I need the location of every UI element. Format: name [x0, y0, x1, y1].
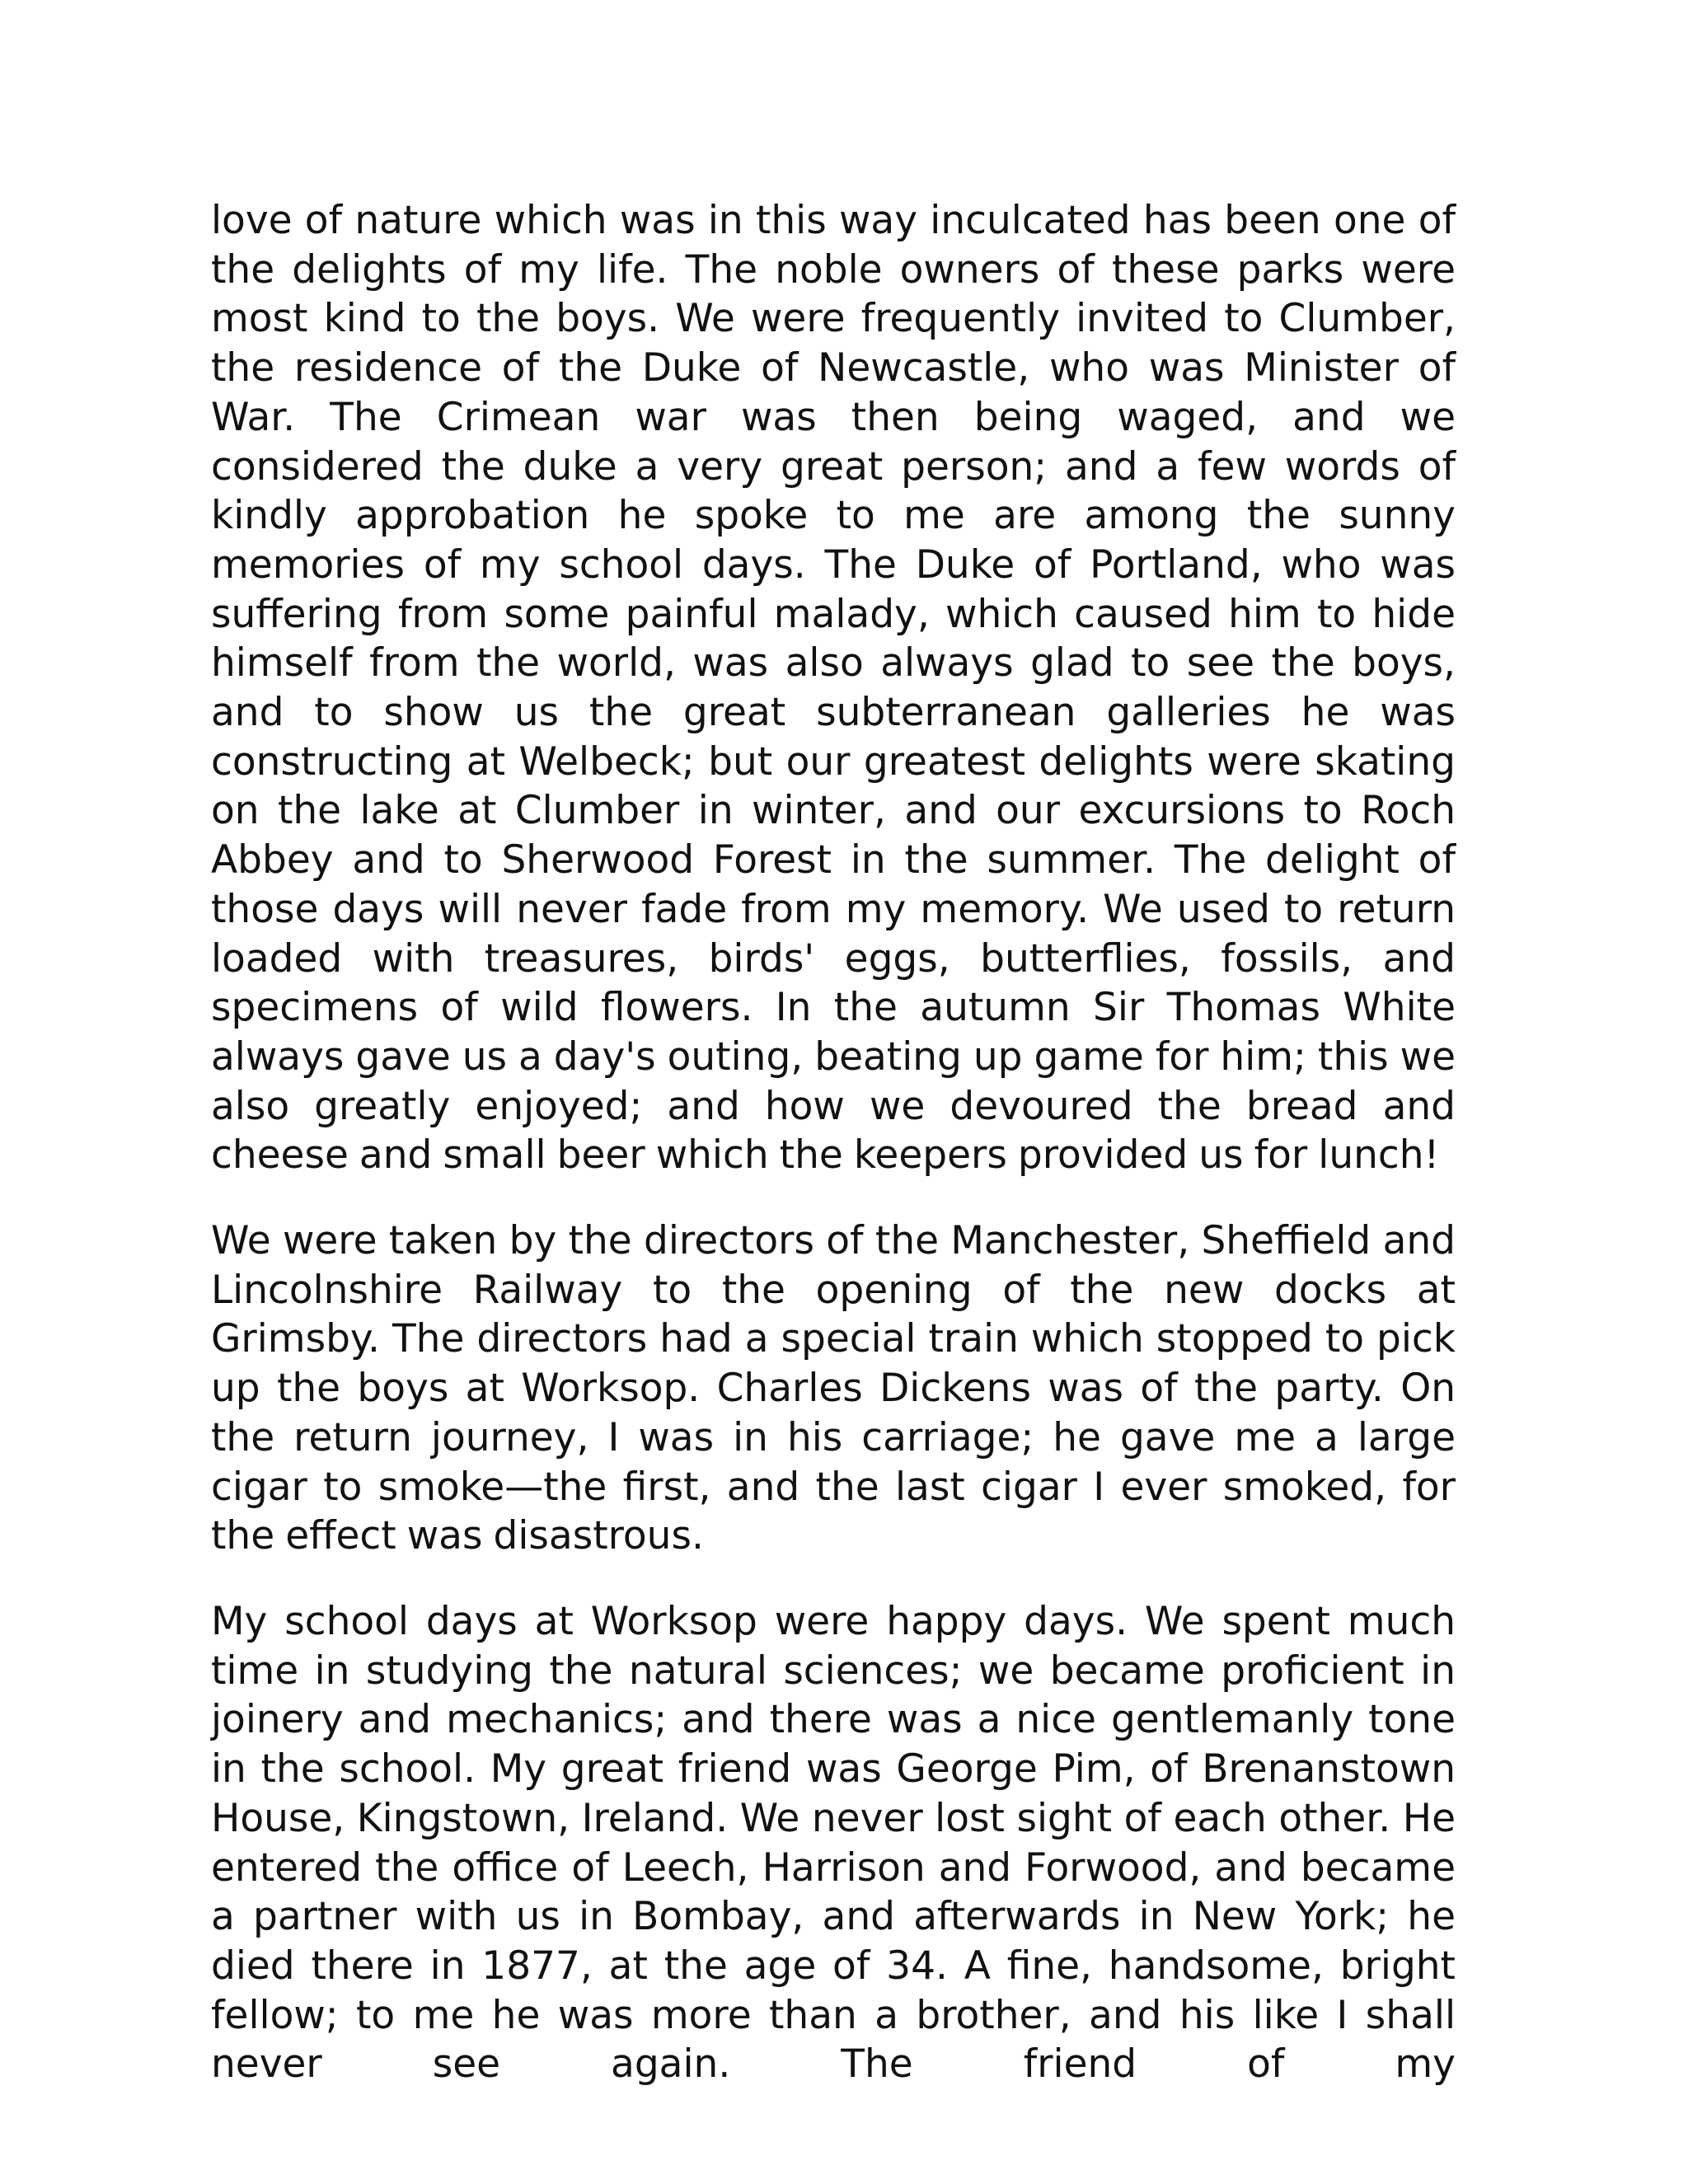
- page-body: [211, 196, 1456, 2089]
- paragraph-1: love of nature which was in this way inculcated has been one of the delights of my life. The noble owners of these parks were most kind to the boys. We were frequently invited to Clumber, the residence of the Duke of Newcastle, who was Minister of War. The Crimean war was then being waged, and we considered the duke a very great person; and a few words of kindly approbation he spoke to me are among the sunny memories of my school days. The Duke of Portland, who was suffering from some painful malady, which caused him to hide himself from the world, was also always glad to see the boys, and to show us the great subterranean galleries he was constructing at Welbeck; but our greatest delights were skating on the lake at Clumber in winter, and our excursions to Roch Abbey and to Sherwood Forest in the summer. The delight of those days will never fade from my memory. We used to return loaded with treasures, birds' eggs, butterflies, fossils, and specimens of wild flowers. In the autumn Sir Thomas White always gave us a day's outing, beating up game for him; this we also greatly enjoyed; and how we devoured the bread and cheese and small beer which the keepers provided us for lunch!: [211, 198, 1456, 1179]
- paragraph-2: We were taken by the directors of the Manchester, Sheffield and Lincolnshire Railway to the opening of the new docks at Grimsby. The directors had a special train which stopped to pick up the boys at Worksop. Charles Dickens was of the party. On the return journey, I was in his carriage; he gave me a large cigar to smoke—the first, and the last cigar I ever smoked, for the effect was disastrous.: [211, 1218, 1456, 1559]
- paragraph-3: My school days at Worksop were happy days. We spent much time in studying the natural sciences; we became proficient in joinery and mechanics; and there was a nice gentlemanly tone in the school. My great friend was George Pim, of Brenanstown House, Kingstown, Ireland. We never lost sight of each other. He entered the office of Leech, Harrison and Forwood, and became a partner with us in Bombay, and afterwards in New York; he died there in 1877, at the age of 34. A fine, handsome, bright fellow; to me he was more than a brother, and his like I shall never see again. The friend of my: [211, 1598, 1456, 2088]
